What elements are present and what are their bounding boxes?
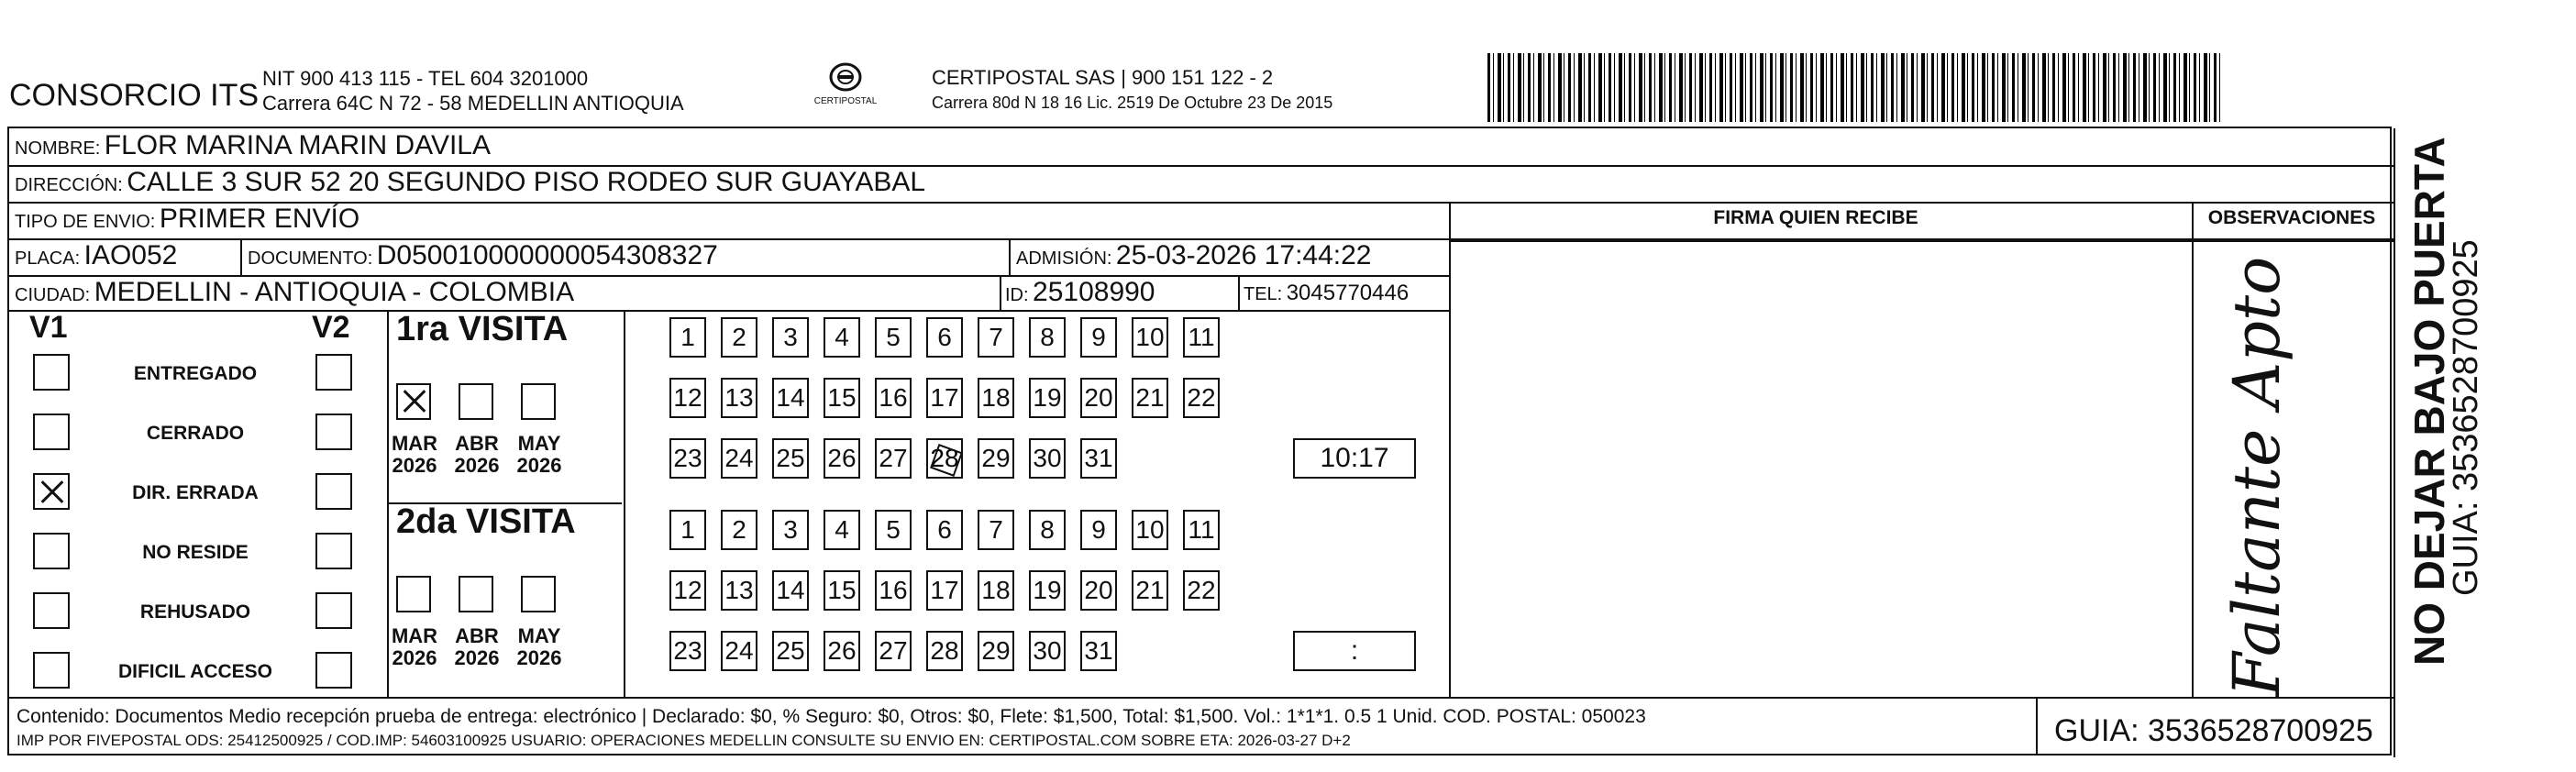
day-box[interactable]: 18 xyxy=(978,378,1014,418)
tipo-envio-field xyxy=(15,204,359,235)
day-box[interactable]: 27 xyxy=(875,631,912,671)
day-box[interactable]: 9 xyxy=(1080,510,1117,550)
status-label: CERRADO xyxy=(146,423,245,444)
footer-print-info: IMP POR FIVEPOSTAL ODS: 25412500925 / COD.IMP: 54603100925 USUARIO: OPERACIONES MEDELLIN CONSULTE SU ENVIO EN: CERTIPOSTAL.COM SOBRE ETA: 2026-03-27 D+2 xyxy=(17,732,1351,749)
month-year: 2026 xyxy=(392,646,437,669)
day-box[interactable]: 8 xyxy=(1029,510,1066,550)
day-box[interactable]: 4 xyxy=(824,510,860,550)
month-year: 2026 xyxy=(516,454,562,477)
day-box[interactable]: 28 xyxy=(926,438,963,479)
observaciones-header: OBSERVACIONES xyxy=(2207,207,2376,228)
day-box[interactable]: 26 xyxy=(824,438,860,479)
day-box[interactable]: 22 xyxy=(1183,570,1220,611)
visit-time[interactable]: 10:17 xyxy=(1293,438,1416,479)
month-label xyxy=(449,625,504,669)
day-box[interactable]: 12 xyxy=(669,570,706,611)
status-v1-checkbox[interactable] xyxy=(33,473,70,510)
day-box[interactable]: 24 xyxy=(721,631,757,671)
day-box[interactable]: 16 xyxy=(875,378,912,418)
day-box[interactable]: 2 xyxy=(721,510,757,550)
status-label: ENTREGADO xyxy=(133,363,258,384)
status-v2-checkbox[interactable] xyxy=(315,414,352,450)
nombre-value: FLOR MARINA MARIN DAVILA xyxy=(104,130,491,160)
status-v1-checkbox[interactable] xyxy=(33,414,70,450)
day-box[interactable]: 21 xyxy=(1132,378,1168,418)
day-box[interactable]: 7 xyxy=(978,317,1014,358)
status-v1-checkbox[interactable] xyxy=(33,533,70,569)
documento-value: D050010000000054308327 xyxy=(376,240,718,270)
day-box[interactable]: 10 xyxy=(1132,317,1168,358)
day-box[interactable]: 11 xyxy=(1183,317,1220,358)
month-label xyxy=(512,433,567,477)
visit-title: 1ra VISITA xyxy=(396,310,569,348)
day-box[interactable]: 2 xyxy=(721,317,757,358)
month-name: MAY xyxy=(517,624,561,647)
no-dejar-text: NO DEJAR BAJO PUERTA xyxy=(2405,137,2453,666)
status-label: DIR. ERRADA xyxy=(132,482,259,503)
status-v1-checkbox[interactable] xyxy=(33,592,70,629)
day-box[interactable]: 17 xyxy=(926,570,963,611)
day-box[interactable]: 25 xyxy=(772,438,809,479)
side-guia: GUIA: 3536528700925 xyxy=(2447,239,2485,596)
direccion-field xyxy=(15,167,925,198)
day-box[interactable]: 19 xyxy=(1029,570,1066,611)
month-year: 2026 xyxy=(392,454,437,477)
visit-title: 2da VISITA xyxy=(396,502,576,541)
day-box[interactable]: 23 xyxy=(669,438,706,479)
day-box[interactable]: 1 xyxy=(669,317,706,358)
day-box[interactable]: 7 xyxy=(978,510,1014,550)
day-box[interactable]: 29 xyxy=(978,438,1014,479)
certipostal-line: CERTIPOSTAL SAS | 900 151 122 - 2 xyxy=(932,66,1274,89)
day-box[interactable]: 21 xyxy=(1132,570,1168,611)
month-name: MAR xyxy=(391,624,438,647)
placa-value: IAO052 xyxy=(83,240,178,270)
day-box[interactable]: 17 xyxy=(926,378,963,418)
direccion-label: DIRECCIÓN: xyxy=(15,175,123,195)
ciudad-field xyxy=(15,277,574,308)
day-box[interactable]: 13 xyxy=(721,570,757,611)
ciudad-label: CIUDAD: xyxy=(15,285,91,305)
day-box[interactable]: 30 xyxy=(1029,438,1066,479)
day-box[interactable]: 25 xyxy=(772,631,809,671)
status-v2-checkbox[interactable] xyxy=(315,473,352,510)
placa-field xyxy=(15,240,177,271)
certipostal-address: Carrera 80d N 18 16 Lic. 2519 De Octubre 23 De 2015 xyxy=(932,94,1333,112)
month-name: MAR xyxy=(391,432,438,455)
day-box[interactable]: 12 xyxy=(669,378,706,418)
day-box[interactable]: 8 xyxy=(1029,317,1066,358)
status-label: DIFICIL ACCESO xyxy=(117,661,272,682)
nit-line: NIT 900 413 115 - TEL 604 3201000 xyxy=(262,67,589,90)
nombre-field xyxy=(15,130,491,161)
day-box[interactable]: 29 xyxy=(978,631,1014,671)
day-box[interactable]: 15 xyxy=(824,570,860,611)
day-box[interactable]: 13 xyxy=(721,378,757,418)
month-year: 2026 xyxy=(516,646,562,669)
admision-field xyxy=(1016,240,1371,271)
day-box[interactable]: 23 xyxy=(669,631,706,671)
month-year: 2026 xyxy=(454,454,500,477)
admision-label: ADMISIÓN: xyxy=(1016,248,1112,269)
day-box[interactable]: 10 xyxy=(1132,510,1168,550)
month-label xyxy=(387,625,442,669)
day-box[interactable]: 5 xyxy=(875,510,912,550)
ciudad-value: MEDELLIN - ANTIOQUIA - COLOMBIA xyxy=(94,277,575,307)
month-year: 2026 xyxy=(454,646,500,669)
month-checkbox[interactable] xyxy=(396,576,431,612)
tel-field xyxy=(1244,281,1409,306)
month-checkbox[interactable] xyxy=(521,383,556,420)
day-box[interactable]: 1 xyxy=(669,510,706,550)
tipo-envio-label: TIPO DE ENVIO: xyxy=(15,212,156,232)
day-box[interactable]: 14 xyxy=(772,378,809,418)
v1-header: V1 xyxy=(29,310,68,345)
day-box[interactable]: 20 xyxy=(1080,378,1117,418)
admision-value: 25-03-2026 17:44:22 xyxy=(1115,240,1372,270)
footer-guia: GUIA: 3536528700925 xyxy=(2054,713,2373,748)
month-checkbox[interactable] xyxy=(459,383,493,420)
month-name: ABR xyxy=(455,624,499,647)
month-label xyxy=(449,433,504,477)
company-name: CONSORCIO ITS xyxy=(9,78,260,113)
day-box[interactable]: 6 xyxy=(926,317,963,358)
placa-label: PLACA: xyxy=(15,248,81,269)
day-box[interactable]: 11 xyxy=(1183,510,1220,550)
month-name: MAY xyxy=(517,432,561,455)
barcode xyxy=(1487,53,2221,122)
documento-label: DOCUMENTO: xyxy=(248,248,373,269)
status-v1-checkbox[interactable] xyxy=(33,354,70,391)
direccion-value: CALLE 3 SUR 52 20 SEGUNDO PISO RODEO SUR GUAYABAL xyxy=(127,167,926,197)
nombre-label: NOMBRE: xyxy=(15,138,101,159)
day-box[interactable]: 3 xyxy=(772,317,809,358)
firma-header: FIRMA QUIEN RECIBE xyxy=(1713,207,1918,228)
id-value: 25108990 xyxy=(1033,277,1155,307)
day-box[interactable]: 6 xyxy=(926,510,963,550)
day-box[interactable]: 9 xyxy=(1080,317,1117,358)
month-name: ABR xyxy=(455,432,499,455)
day-box[interactable]: 31 xyxy=(1080,438,1117,479)
status-v2-checkbox[interactable] xyxy=(315,652,352,689)
day-box[interactable]: 14 xyxy=(772,570,809,611)
day-box[interactable]: 22 xyxy=(1183,378,1220,418)
v2-header: V2 xyxy=(312,310,350,345)
visit-time[interactable]: : xyxy=(1293,631,1416,671)
tipo-envio-value: PRIMER ENVÍO xyxy=(159,204,360,234)
id-label: ID: xyxy=(1005,285,1029,305)
day-box[interactable]: 16 xyxy=(875,570,912,611)
day-box[interactable]: 30 xyxy=(1029,631,1066,671)
day-box[interactable]: 5 xyxy=(875,317,912,358)
day-box[interactable]: 31 xyxy=(1080,631,1117,671)
status-v2-checkbox[interactable] xyxy=(315,354,352,391)
logo-text: CERTIPOSTAL xyxy=(813,96,878,106)
month-label xyxy=(512,625,567,669)
id-field xyxy=(1005,277,1155,308)
day-box[interactable]: 20 xyxy=(1080,570,1117,611)
documento-field xyxy=(248,240,718,271)
company-contact xyxy=(262,66,684,116)
day-box[interactable]: 28 xyxy=(926,631,963,671)
month-checkbox[interactable] xyxy=(396,383,431,420)
day-box[interactable]: 19 xyxy=(1029,378,1066,418)
day-box[interactable]: 24 xyxy=(721,438,757,479)
day-box[interactable]: 4 xyxy=(824,317,860,358)
footer-content: Contenido: Documentos Medio recepción prueba de entrega: electrónico | Declarado: $0, % Seguro: $0, Otros: $0, Flete: $1,500, Total: $1,500. Vol.: 1*1*1. 0.5 1 Unid. COD. POSTAL: 050023 xyxy=(17,706,1646,727)
company-address: Carrera 64C N 72 - 58 MEDELLIN ANTIOQUIA xyxy=(262,92,684,115)
tel-value: 3045770446 xyxy=(1286,281,1410,305)
day-box[interactable]: 3 xyxy=(772,510,809,550)
status-label: REHUSADO xyxy=(139,601,251,623)
month-checkbox[interactable] xyxy=(459,576,493,612)
status-v1-checkbox[interactable] xyxy=(33,652,70,689)
certipostal-logo-icon xyxy=(809,59,882,116)
day-box[interactable]: 15 xyxy=(824,378,860,418)
day-box[interactable]: 27 xyxy=(875,438,912,479)
tel-label: TEL: xyxy=(1244,284,1283,304)
day-box[interactable]: 18 xyxy=(978,570,1014,611)
status-v2-checkbox[interactable] xyxy=(315,592,352,629)
status-v2-checkbox[interactable] xyxy=(315,533,352,569)
observaciones-handwritten: Faltante Apto xyxy=(2219,256,2294,697)
status-label: NO RESIDE xyxy=(142,542,249,563)
month-checkbox[interactable] xyxy=(521,576,556,612)
month-label xyxy=(387,433,442,477)
day-box[interactable]: 26 xyxy=(824,631,860,671)
